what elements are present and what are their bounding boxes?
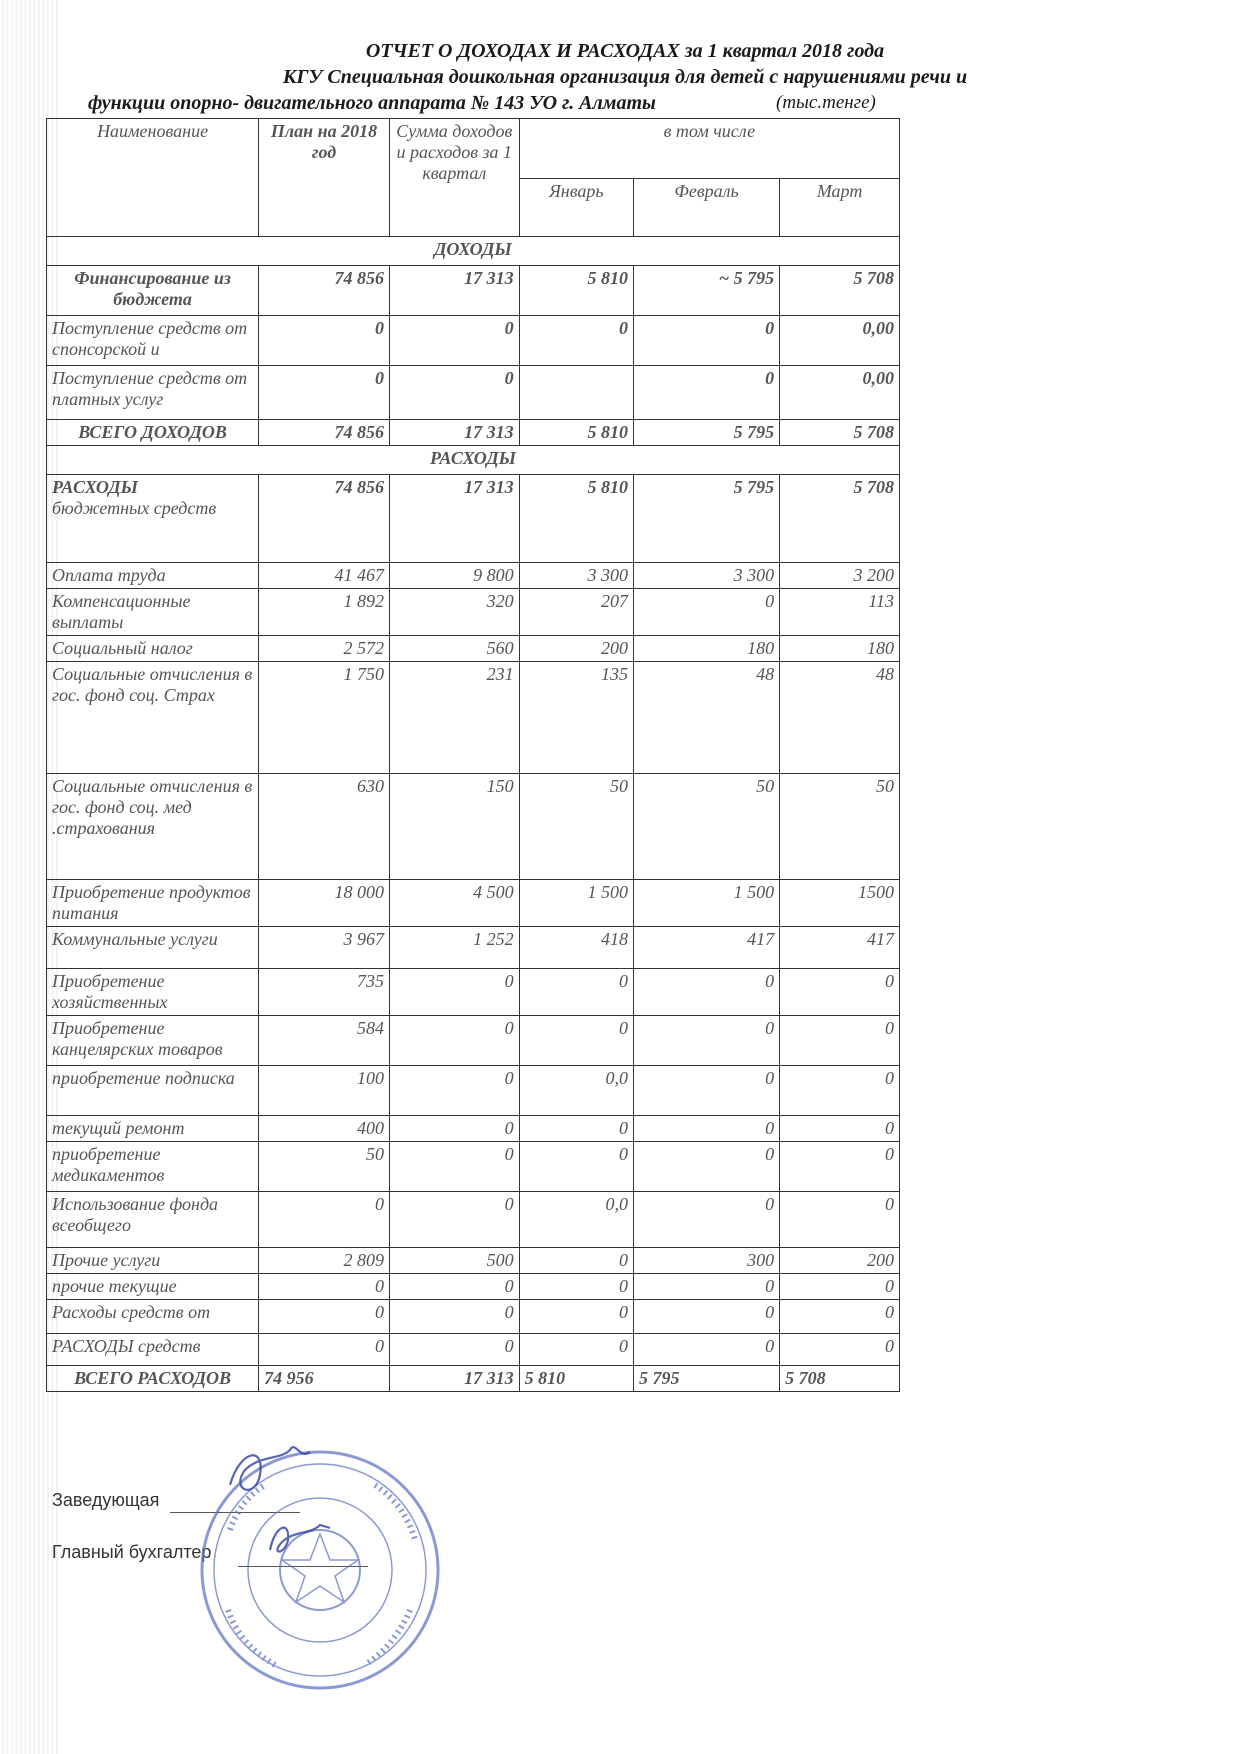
- row-sum: 560: [389, 636, 519, 662]
- row-jan: 200: [519, 636, 633, 662]
- expense-budget-row: [47, 475, 900, 563]
- row-sum: 17 313: [389, 420, 519, 446]
- org-name-line2: функции опорно- двигательного аппарата № 143 УО г. Алматы: [88, 92, 656, 114]
- org-name-line1: КГУ Специальная дошкольная организация для детей с нарушениями речи и: [282, 66, 968, 88]
- row-mar: 0: [780, 1066, 900, 1116]
- table-row: [47, 1334, 900, 1366]
- row-feb: 5 795: [633, 475, 779, 563]
- col-header-feb: Февраль: [633, 179, 779, 237]
- row-feb: 0: [633, 1142, 779, 1192]
- row-sum: 0: [389, 1066, 519, 1116]
- col-header-name: Наименование: [47, 119, 259, 237]
- row-plan: 0: [259, 366, 390, 420]
- row-name-line1: РАСХОДЫ: [52, 477, 139, 497]
- row-sum: 1 252: [389, 927, 519, 969]
- income-total-row: [47, 420, 900, 446]
- row-plan: 1 892: [259, 589, 390, 636]
- row-feb: 417: [633, 927, 779, 969]
- row-mar: 180: [780, 636, 900, 662]
- row-name: текущий ремонт: [47, 1116, 259, 1142]
- row-plan: 400: [259, 1116, 390, 1142]
- table-row: [47, 1274, 900, 1300]
- row-jan: 5 810: [519, 475, 633, 563]
- row-jan: 5 810: [519, 420, 633, 446]
- row-plan: 2 572: [259, 636, 390, 662]
- row-mar: 5 708: [780, 1366, 900, 1392]
- section-income: ДОХОДЫ: [47, 237, 900, 266]
- report-title: ОТЧЕТ О ДОХОДАХ И РАСХОДАХ за 1 квартал 2018 года: [365, 40, 885, 62]
- row-jan: 5 810: [519, 266, 633, 316]
- row-feb: 48: [633, 662, 779, 774]
- row-sum: 17 313: [389, 266, 519, 316]
- row-sum: 0: [389, 1142, 519, 1192]
- row-mar: 417: [780, 927, 900, 969]
- row-name: приобретение подписка: [47, 1066, 259, 1116]
- row-feb: 5 795: [633, 1366, 779, 1392]
- row-jan: 0: [519, 1016, 633, 1066]
- table-row: [47, 1066, 900, 1116]
- row-plan: 41 467: [259, 563, 390, 589]
- row-name: Социальные отчисления в гос. фонд соц. Страх: [47, 662, 259, 774]
- row-plan: 74 856: [259, 266, 390, 316]
- row-jan: 0,0: [519, 1192, 633, 1248]
- row-mar: 0: [780, 1192, 900, 1248]
- row-jan: 3 300: [519, 563, 633, 589]
- row-mar: 1500: [780, 880, 900, 927]
- head-signature-label: Заведующая: [52, 1490, 160, 1510]
- row-name: Социальный налог: [47, 636, 259, 662]
- row-plan: 18 000: [259, 880, 390, 927]
- row-feb: 0: [633, 1192, 779, 1248]
- row-plan: 74 856: [259, 475, 390, 563]
- row-sum: 9 800: [389, 563, 519, 589]
- table-row: [47, 1142, 900, 1192]
- row-feb: 1 500: [633, 880, 779, 927]
- row-feb: ~ 5 795: [633, 266, 779, 316]
- table-row: [47, 1016, 900, 1066]
- accountant-signature-label: Главный бухгалтер: [52, 1542, 212, 1562]
- row-name: Приобретение канцелярских товаров: [47, 1016, 259, 1066]
- row-jan: 207: [519, 589, 633, 636]
- row-feb: 300: [633, 1248, 779, 1274]
- row-jan: 135: [519, 662, 633, 774]
- row-plan: 100: [259, 1066, 390, 1116]
- row-jan: 5 810: [519, 1366, 633, 1392]
- col-header-mar: Март: [780, 179, 900, 237]
- report-table: [46, 118, 900, 1392]
- row-sum: 0: [389, 1192, 519, 1248]
- row-sum: 17 313: [389, 1366, 519, 1392]
- row-mar: 5 708: [780, 475, 900, 563]
- row-name: Приобретение продуктов питания: [47, 880, 259, 927]
- row-feb: 0: [633, 969, 779, 1016]
- row-name: Расходы средств от: [47, 1300, 259, 1334]
- row-sum: 150: [389, 774, 519, 880]
- row-name: Приобретение хозяйственных: [47, 969, 259, 1016]
- row-plan: 584: [259, 1016, 390, 1066]
- col-header-plan: План на 2018 год: [259, 119, 390, 237]
- row-name: Коммунальные услуги: [47, 927, 259, 969]
- row-name: Поступление средств от платных услуг: [47, 366, 259, 420]
- row-jan: 0,0: [519, 1066, 633, 1116]
- row-plan: 0: [259, 1274, 390, 1300]
- row-sum: 231: [389, 662, 519, 774]
- row-jan: 50: [519, 774, 633, 880]
- row-name: Финансирование из бюджета: [47, 266, 259, 316]
- row-mar: 3 200: [780, 563, 900, 589]
- row-name: РАСХОДЫ средств: [47, 1334, 259, 1366]
- row-name: Использование фонда всеобщего: [47, 1192, 259, 1248]
- row-jan: 0: [519, 1334, 633, 1366]
- row-mar: 5 708: [780, 266, 900, 316]
- table-row: [47, 636, 900, 662]
- row-feb: 3 300: [633, 563, 779, 589]
- row-feb: 0: [633, 1274, 779, 1300]
- row-feb: 5 795: [633, 420, 779, 446]
- row-feb: 0: [633, 1016, 779, 1066]
- table-row: [47, 774, 900, 880]
- row-sum: 0: [389, 1334, 519, 1366]
- row-plan: 2 809: [259, 1248, 390, 1274]
- col-header-sum: Сумма доходов и расходов за 1 квартал: [389, 119, 519, 237]
- row-sum: 500: [389, 1248, 519, 1274]
- row-feb: 0: [633, 1334, 779, 1366]
- row-name: ВСЕГО РАСХОДОВ: [47, 1366, 259, 1392]
- table-row: [47, 969, 900, 1016]
- row-feb: 0: [633, 316, 779, 366]
- table-row: [47, 1300, 900, 1334]
- row-plan: 3 967: [259, 927, 390, 969]
- table-row: [47, 1248, 900, 1274]
- section-expense: РАСХОДЫ: [47, 446, 900, 475]
- table-row: [47, 316, 900, 366]
- row-sum: 0: [389, 316, 519, 366]
- row-name: Прочие услуги: [47, 1248, 259, 1274]
- row-jan: 1 500: [519, 880, 633, 927]
- row-sum: 4 500: [389, 880, 519, 927]
- row-plan: 0: [259, 1334, 390, 1366]
- row-plan: 0: [259, 1192, 390, 1248]
- row-mar: 0: [780, 969, 900, 1016]
- row-name-line2: бюджетных средств: [52, 498, 217, 518]
- row-mar: 0: [780, 1274, 900, 1300]
- table-row: [47, 880, 900, 927]
- row-jan: 0: [519, 1300, 633, 1334]
- row-feb: 180: [633, 636, 779, 662]
- row-plan: 1 750: [259, 662, 390, 774]
- row-feb: 0: [633, 589, 779, 636]
- row-plan: 50: [259, 1142, 390, 1192]
- expense-total-row: [47, 1366, 900, 1392]
- table-row: [47, 1192, 900, 1248]
- row-mar: 50: [780, 774, 900, 880]
- row-sum: 0: [389, 1016, 519, 1066]
- row-name: ВСЕГО ДОХОДОВ: [47, 420, 259, 446]
- table-row: [47, 927, 900, 969]
- row-mar: 48: [780, 662, 900, 774]
- row-plan: 735: [259, 969, 390, 1016]
- row-mar: 200: [780, 1248, 900, 1274]
- row-feb: 50: [633, 774, 779, 880]
- row-mar: 113: [780, 589, 900, 636]
- row-sum: 0: [389, 366, 519, 420]
- row-mar: 0: [780, 1334, 900, 1366]
- col-header-jan: Январь: [519, 179, 633, 237]
- row-name: Поступление средств от спонсорской и: [47, 316, 259, 366]
- row-sum: 0: [389, 1116, 519, 1142]
- row-jan: 0: [519, 1116, 633, 1142]
- row-mar: 0,00: [780, 366, 900, 420]
- row-name: Оплата труда: [47, 563, 259, 589]
- row-name: Компенсационные выплаты: [47, 589, 259, 636]
- row-jan: 0: [519, 1274, 633, 1300]
- row-plan: 0: [259, 1300, 390, 1334]
- row-plan: 74 856: [259, 420, 390, 446]
- table-row: [47, 589, 900, 636]
- row-mar: 5 708: [780, 420, 900, 446]
- table-row: [47, 563, 900, 589]
- row-mar: 0: [780, 1300, 900, 1334]
- unit-label: (тыс.тенге): [776, 92, 876, 113]
- row-mar: 0,00: [780, 316, 900, 366]
- row-feb: 0: [633, 1300, 779, 1334]
- row-jan: 0: [519, 1248, 633, 1274]
- row-mar: 0: [780, 1016, 900, 1066]
- row-sum: 0: [389, 1300, 519, 1334]
- row-name: [47, 475, 259, 563]
- row-jan: 0: [519, 316, 633, 366]
- row-name: прочие текущие: [47, 1274, 259, 1300]
- row-name: приобретение медикаментов: [47, 1142, 259, 1192]
- row-sum: 0: [389, 1274, 519, 1300]
- row-feb: 0: [633, 366, 779, 420]
- row-sum: 0: [389, 969, 519, 1016]
- row-name: Социальные отчисления в гос. фонд соц. мед .страхования: [47, 774, 259, 880]
- row-mar: 0: [780, 1116, 900, 1142]
- row-jan: [519, 366, 633, 420]
- table-row: [47, 1116, 900, 1142]
- row-jan: 0: [519, 1142, 633, 1192]
- row-mar: 0: [780, 1142, 900, 1192]
- row-plan: 0: [259, 316, 390, 366]
- row-jan: 0: [519, 969, 633, 1016]
- row-plan: 630: [259, 774, 390, 880]
- row-plan: 74 956: [259, 1366, 390, 1392]
- row-sum: 17 313: [389, 475, 519, 563]
- table-row: [47, 266, 900, 316]
- row-feb: 0: [633, 1066, 779, 1116]
- official-stamp: [170, 1430, 460, 1700]
- row-jan: 418: [519, 927, 633, 969]
- row-feb: 0: [633, 1116, 779, 1142]
- table-row: [47, 662, 900, 774]
- row-sum: 320: [389, 589, 519, 636]
- col-header-including: в том числе: [519, 119, 899, 179]
- table-row: [47, 366, 900, 420]
